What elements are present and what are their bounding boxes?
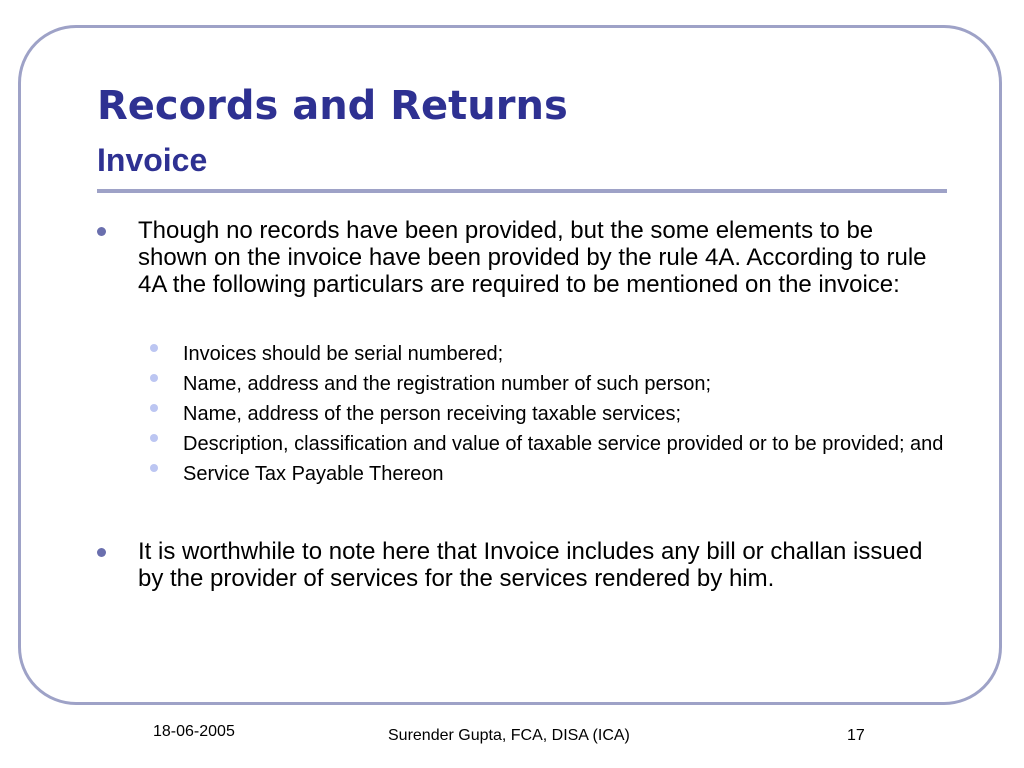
sub-bullet-dot-icon	[150, 344, 158, 352]
footer-date: 18-06-2005	[153, 723, 235, 740]
bullet-dot-icon	[97, 548, 106, 557]
sub-bullet-item-4	[150, 432, 950, 456]
sub-bullet-dot-icon	[150, 464, 158, 472]
footer-author: Surender Gupta, FCA, DISA (ICA)	[388, 727, 630, 744]
bullet-dot-icon	[97, 227, 106, 236]
sub-bullet-text-2: Name, address and the registration number of such person;	[183, 373, 712, 395]
slide-title: Records and Returns	[97, 83, 568, 129]
footer-page-number: 17	[847, 727, 865, 744]
sub-bullet-item-2	[150, 372, 950, 396]
sub-bullet-text-3: Name, address of the person receiving taxable services;	[183, 403, 682, 425]
sub-bullet-text-4: Description, classification and value of taxable service provided or to be provided; and	[183, 433, 944, 455]
bullet-item-2	[97, 538, 927, 592]
bullet-text-2: It is worthwhile to note here that Invoice includes any bill or challan issued by the provider of services for the services rendered by him.	[138, 538, 923, 592]
sub-bullet-item-3	[150, 402, 950, 426]
bullet-item-1	[97, 217, 927, 298]
sub-bullet-dot-icon	[150, 374, 158, 382]
sub-bullet-dot-icon	[150, 404, 158, 412]
title-divider	[97, 189, 947, 193]
sub-bullet-item-5	[150, 462, 950, 486]
bullet-text-1: Though no records have been provided, but the some elements to be shown on the invoice have been provided by the rule 4A. According to rule 4A the following particulars are required to be mentioned on the invoice:	[138, 217, 927, 298]
sub-bullet-text-1: Invoices should be serial numbered;	[183, 343, 504, 365]
sub-bullet-list	[150, 342, 950, 492]
sub-bullet-item-1	[150, 342, 950, 366]
sub-bullet-dot-icon	[150, 434, 158, 442]
sub-bullet-text-5: Service Tax Payable Thereon	[183, 463, 444, 485]
slide-subtitle: Invoice	[97, 142, 208, 178]
